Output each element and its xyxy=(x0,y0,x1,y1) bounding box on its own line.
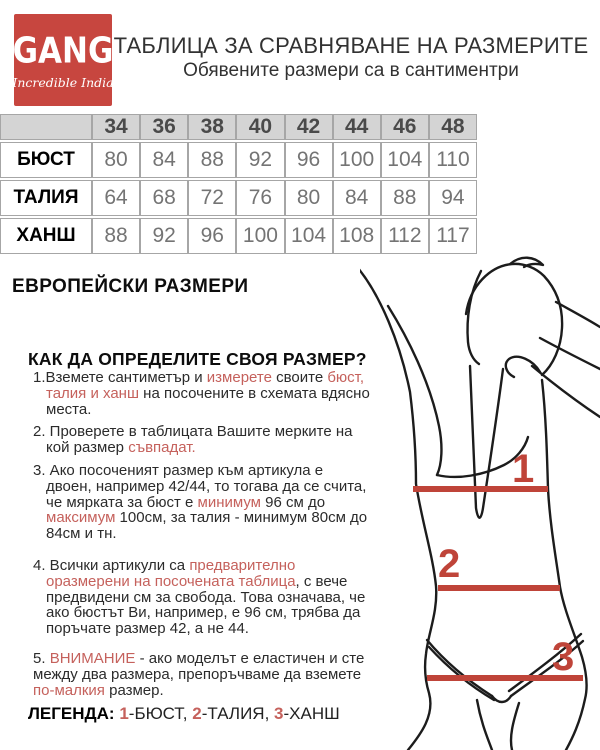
size-col-header: 40 xyxy=(236,114,284,140)
bust-value: 96 xyxy=(285,142,333,178)
waist-value: 76 xyxy=(236,180,284,216)
item-number: 1. xyxy=(33,369,46,386)
european-sizes-heading: ЕВРОПЕЙСКИ РАЗМЕРИ xyxy=(12,276,249,297)
waist-value: 72 xyxy=(188,180,236,216)
size-col-header: 44 xyxy=(333,114,381,140)
row-label-hips: ХАНШ xyxy=(0,218,92,254)
instruction-item-2: 2. Проверете в таблицата Вашите мерките на кой размер съвпадат. xyxy=(33,423,353,457)
hips-value: 117 xyxy=(429,218,477,254)
size-col-header: 36 xyxy=(140,114,188,140)
item-number: 5. xyxy=(33,649,46,667)
bust-value: 104 xyxy=(381,142,429,178)
legend-num-1: 1 xyxy=(119,704,129,723)
waist-value: 84 xyxy=(333,180,381,216)
howto-heading: КАК ДА ОПРЕДЕЛИТЕ СВОЯ РАЗМЕР? xyxy=(28,349,367,369)
hips-marker-label: 3 xyxy=(552,635,575,679)
size-table-header-row xyxy=(0,114,477,140)
size-col-header: 42 xyxy=(285,114,333,140)
size-col-header: 48 xyxy=(429,114,477,140)
item-number: 4. xyxy=(33,556,46,574)
waist-value: 80 xyxy=(285,180,333,216)
instruction-item-1: 1.Вземете сантиметър и измерете своите бюст, талия и ханш на посочените в схемата вдясно места. xyxy=(33,369,370,418)
item-number: 3. xyxy=(33,461,46,479)
body-measurement-figure xyxy=(360,250,600,750)
bust-value: 80 xyxy=(92,142,140,178)
table-row-hips xyxy=(0,218,477,254)
hips-value: 104 xyxy=(285,218,333,254)
legend-num-3: 3 xyxy=(274,704,284,723)
header-titles xyxy=(112,33,590,83)
hips-value: 88 xyxy=(92,218,140,254)
hips-value: 92 xyxy=(140,218,188,254)
instruction-item-3: 3. Ако посоченият размер към артикула е двоен, например 42/44, то тогава да се счита, че мярката за бюст е минимум 96 см до максимум 100см, за талия - минимум 80см до 84см и тн. xyxy=(33,461,368,543)
hips-value: 108 xyxy=(333,218,381,254)
bust-value: 84 xyxy=(140,142,188,178)
page-subtitle: Обявените размери са в сантиментри xyxy=(183,60,519,81)
instruction-item-5: 5. ВНИМАНИЕ - ако моделът е еластичен и сте между два размера, препоръчваме да вземете по-малкия размер. xyxy=(33,649,365,699)
table-row-waist xyxy=(0,180,477,216)
legend xyxy=(28,704,340,724)
instructions-list xyxy=(33,370,371,705)
bust-marker-label: 1 xyxy=(512,447,535,491)
brand-name: GANG xyxy=(12,29,114,72)
item-number: 2. xyxy=(33,423,46,441)
bust-value: 92 xyxy=(236,142,284,178)
waist-value: 68 xyxy=(140,180,188,216)
legend-label: ЛЕГЕНДА: xyxy=(28,704,115,723)
waist-marker-label: 2 xyxy=(438,542,461,586)
size-table xyxy=(0,112,477,256)
size-col-header: 34 xyxy=(92,114,140,140)
instruction-item-4: 4. Всички артикули са предварително оразмерени на посочената таблица, с вече предвидени см за свобода. Това означава, че ако бюстът Ви, например, е 96 см, трябва да поръчате размер 42, а не 44. xyxy=(33,556,366,638)
page-title: ТАБЛИЦА ЗА СРАВНЯВАНЕ НА РАЗМЕРИТЕ xyxy=(113,33,589,58)
waist-value: 94 xyxy=(429,180,477,216)
size-col-header: 38 xyxy=(188,114,236,140)
row-label-bust: БЮСТ xyxy=(0,142,92,178)
hips-value: 96 xyxy=(188,218,236,254)
legend-name-hips: -ХАНШ xyxy=(283,704,340,723)
legend-name-waist: -ТАЛИЯ, xyxy=(201,704,275,723)
hips-value: 100 xyxy=(236,218,284,254)
hips-value: 112 xyxy=(381,218,429,254)
figure-line-art xyxy=(360,258,600,750)
measurement-markers xyxy=(413,447,583,679)
brand-logo xyxy=(14,14,112,106)
legend-num-2: 2 xyxy=(192,704,202,723)
waist-value: 64 xyxy=(92,180,140,216)
waist-value: 88 xyxy=(381,180,429,216)
bust-value: 110 xyxy=(429,142,477,178)
legend-name-bust: -БЮСТ, xyxy=(128,704,193,723)
bust-value: 88 xyxy=(188,142,236,178)
table-corner-cell xyxy=(0,114,92,140)
row-label-waist: ТАЛИЯ xyxy=(0,180,92,216)
bust-value: 100 xyxy=(333,142,381,178)
table-row-bust xyxy=(0,142,477,178)
size-col-header: 46 xyxy=(381,114,429,140)
brand-tagline: Incredible India xyxy=(12,74,114,90)
